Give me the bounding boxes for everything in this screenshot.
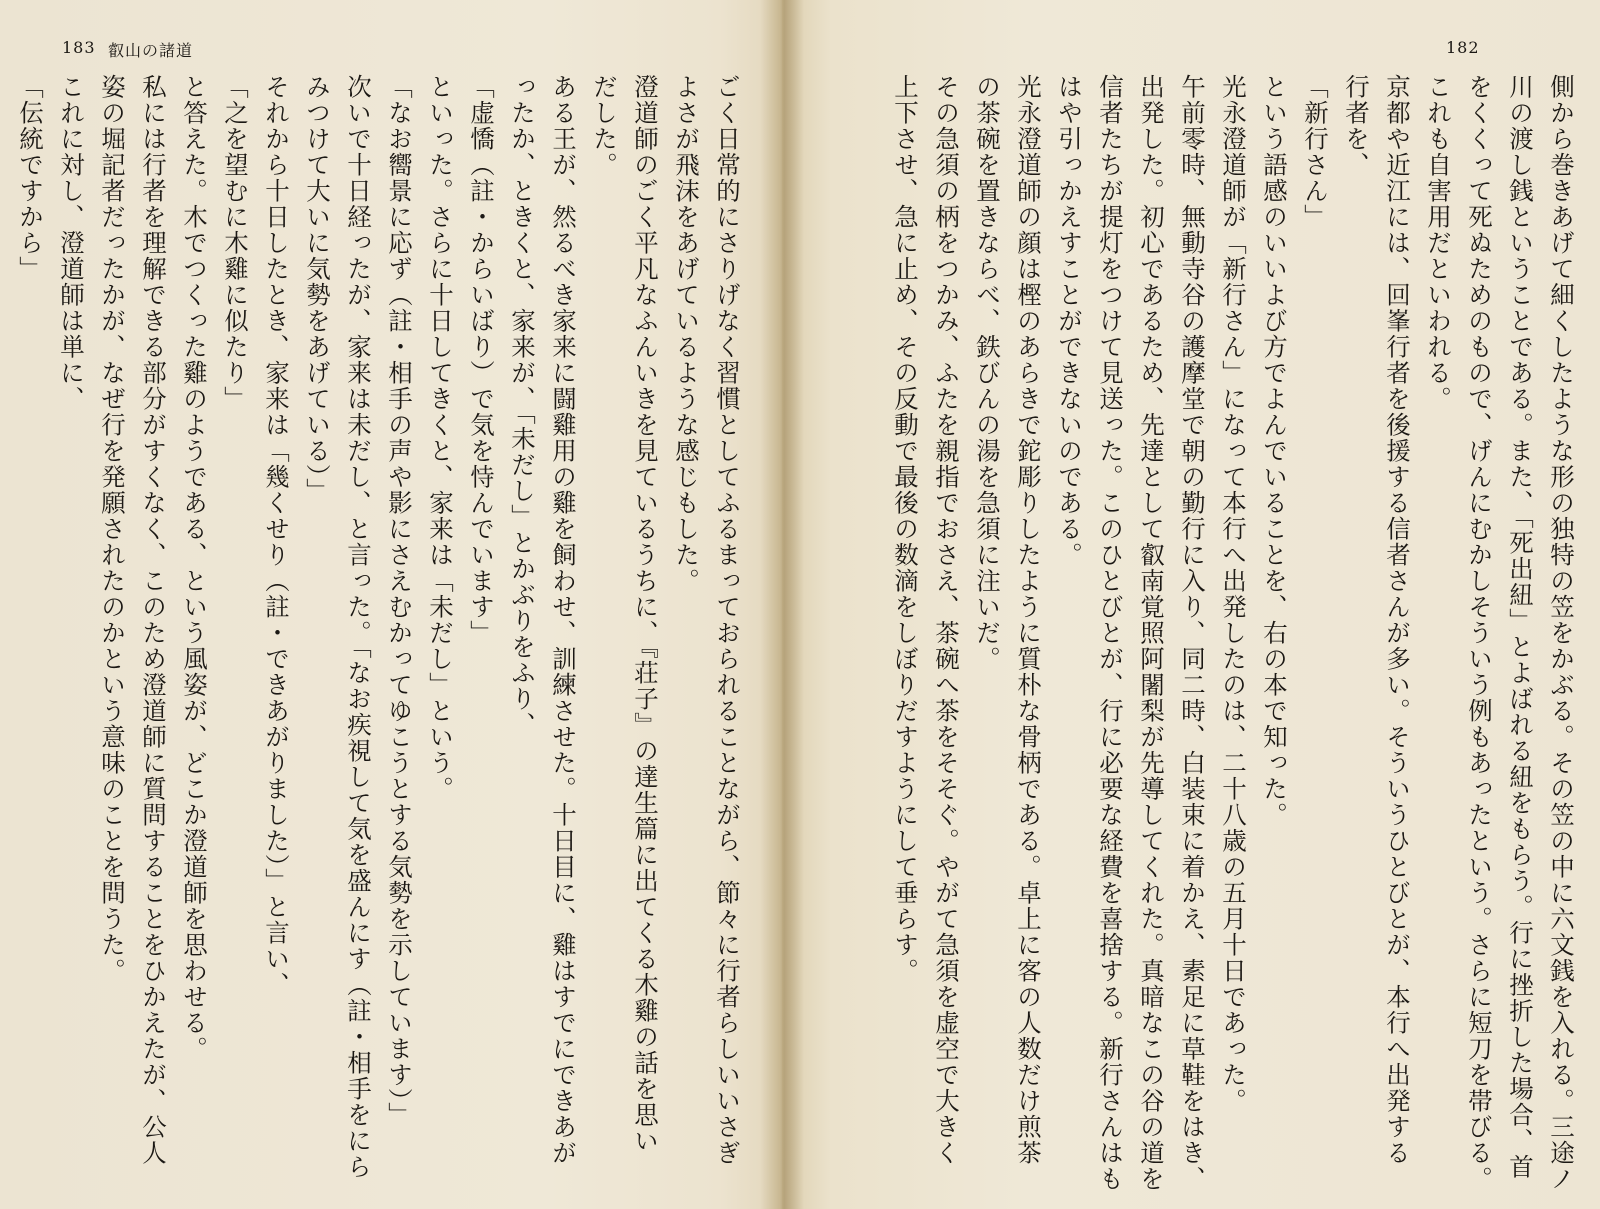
text-line: 「之を望むに木雞に似たり」	[221, 74, 250, 412]
text-line: 信者たちが提灯をつけて見送った。このひとびとが、行に必要な経費を喜捨する。新行さんはも	[1096, 74, 1125, 1192]
text-line: 次いで十日経ったが、家来は未だし、と言った。「なお疾視して気を盛んにす（註・相手をにら	[344, 74, 373, 1180]
text-line: 行者を、	[1342, 74, 1371, 178]
left-body-text	[16, 74, 748, 1184]
text-line: 姿の堀記者だったかが、なぜ行を発願されたのかという意味のことを問うた。	[98, 74, 127, 984]
page-number: 182	[1446, 38, 1480, 57]
text-line: 光永澄道師が「新行さん」になって本行へ出発したのは、二十八歳の五月十日であった。	[1219, 74, 1248, 1114]
text-line: ある王が、然るべき家来に闘雞用の雞を飼わせ、訓練させた。十日目に、雞はすでにできあが	[549, 74, 578, 1166]
text-line: ったか、ときくと、家来が、「未だし」とかぶりをふり、	[508, 74, 537, 738]
text-line: みつけて大いに気勢をあげている）」	[303, 74, 332, 504]
text-line: 側から巻きあげて細くしたような形の独特の笠をかぶる。その笠の中に六文銭を入れる。三途ノ	[1547, 74, 1576, 1192]
text-line: 川の渡し銭ということである。また、「死出紐」とよばれる紐をもらう。行に挫折した場合、首	[1506, 74, 1535, 1180]
text-line: の茶碗を置きならべ、鉄びんの湯を急須に注いだ。	[973, 74, 1002, 672]
text-line: 光永澄道師の顔は樫のあらきで鉈彫りしたように質朴な骨柄である。卓上に客の人数だけ煎茶	[1014, 74, 1043, 1166]
text-line: その急須の柄をつかみ、ふたを親指でおさえ、茶碗へ茶をそそぐ。やがて急須を虚空で大きく	[932, 74, 961, 1166]
text-line: といった。さらに十日してきくと、家来は「未だし」という。	[426, 74, 455, 802]
text-line: 「伝統ですから」	[16, 74, 45, 282]
text-line: と答えた。木でつくった雞のようである、という風姿が、どこか澄道師を思わせる。	[180, 74, 209, 1062]
text-line: 京都や近江には、回峯行者を後援する信者さんが多い。そういうひとびとが、本行へ出発する	[1383, 74, 1412, 1166]
text-line: 「なお嚮景に応ず（註・相手の声や影にさえむかってゆこうとする気勢を示しています）」	[385, 74, 414, 1128]
left-page	[0, 0, 782, 1209]
right-page	[782, 0, 1600, 1209]
text-line: それから十日したとき、家来は「幾くせり（註・できあがりました）」と言い、	[262, 74, 291, 998]
text-line: 出発した。初心であるため、先達として叡南覚照阿闍梨が先導してくれた。真暗なこの谷の道を	[1137, 74, 1166, 1192]
text-line: 「虚憍（註・からいばり）で気を恃んでいます」	[467, 74, 496, 646]
text-line: はや引っかえすことができないのである。	[1055, 74, 1084, 568]
text-line: 澄道師のごく平凡なふんいきを見ているうちに、『荘子』の達生篇に出てくる木雞の話を思い	[631, 74, 660, 1154]
text-line: という語感のいいよび方でよんでいることを、右の本で知った。	[1260, 74, 1289, 828]
text-line: これに対し、澄道師は単に、	[57, 74, 86, 412]
text-line: だした。	[590, 74, 619, 178]
text-line: 上下させ、急に止め、その反動で最後の数滴をしぼりだすようにして垂らす。	[891, 74, 920, 984]
text-line: をくくって死ぬためのもので、げんにむかしそういう例もあったという。さらに短刀を帯びる。	[1465, 74, 1494, 1192]
text-line: ごく日常的にさりげなく習慣としてふるまっておられることながら、節々に行者らしいいさぎ	[713, 74, 742, 1166]
text-line: 私には行者を理解できる部分がすくなく、このため澄道師に質問することをひかえたが、公人	[139, 74, 168, 1166]
text-line: 「新行さん」	[1301, 74, 1330, 230]
text-line: これも自害用だといわれる。	[1424, 74, 1453, 412]
text-line: よさが飛沫をあげているような感じもした。	[672, 74, 701, 594]
right-body-text	[891, 74, 1582, 1192]
running-head: 叡山の諸道	[108, 41, 194, 60]
page-number: 183	[62, 38, 96, 57]
text-line: 午前零時、無動寺谷の護摩堂で朝の勤行に入り、同二時、白装束に着かえ、素足に草鞋をはき、	[1178, 74, 1207, 1192]
